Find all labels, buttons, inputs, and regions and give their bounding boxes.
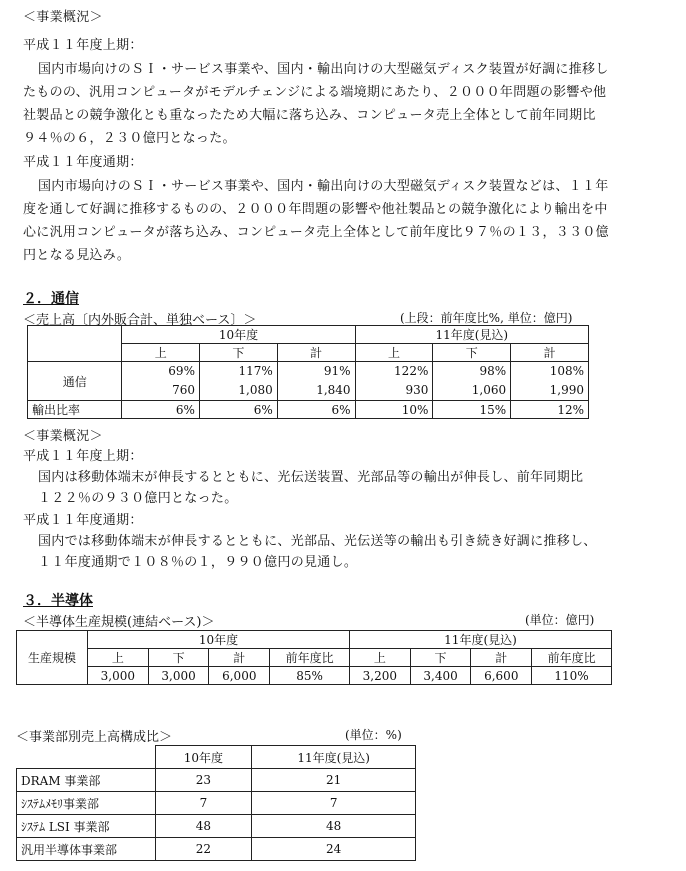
table-cell-empty (28, 326, 122, 344)
semi-production-table (16, 630, 612, 685)
col-label: 計 (471, 649, 532, 667)
col-label: 上 (88, 649, 149, 667)
cell-amt: 1,060 (471, 383, 507, 397)
table-cell-empty (17, 746, 156, 769)
table-caption-sales: ＜売上高〔内外販合計、単独ベース〕＞ (23, 313, 257, 328)
table-cell (433, 362, 511, 401)
table-unit-note: (単位：%) (345, 728, 402, 742)
table-cell: 3,400 (410, 667, 471, 685)
table-caption-production: ＜半導体生産規模(連結ベース)＞ (23, 615, 215, 630)
table-cell: 6,000 (209, 667, 270, 685)
table-cell: 3,200 (349, 667, 410, 685)
text-line: １１年度通期で１０８％の１，９９０億円の見通し。 (38, 555, 358, 570)
cell-amt: 930 (405, 383, 429, 397)
table-cell (199, 362, 277, 401)
row-label-production: 生産規模 (17, 631, 88, 685)
col-fy11: 11年度(見込) (355, 326, 588, 344)
row-label-division: 汎用半導体事業部 (17, 838, 156, 861)
col-half: 計 (277, 344, 355, 362)
table-cell: 6,600 (471, 667, 532, 685)
table-cell (122, 362, 200, 401)
cell-amt: 1,840 (316, 383, 351, 397)
table-cell (277, 362, 355, 401)
table-cell: 6% (199, 401, 277, 419)
table-cell: 10% (355, 401, 433, 419)
col-label: 前年度比 (532, 649, 612, 667)
table-cell: 85% (270, 667, 350, 685)
h1-label-1: 平成１１年度上期： (23, 38, 143, 53)
table-cell: 23 (155, 769, 252, 792)
overview-heading-2: ＜事業概況＞ (23, 429, 103, 444)
text-line: 度を通して好調に推移するものの、２０００年問題の影響や他社製品との競争激化により輸出を中 (23, 202, 608, 217)
text-line: 心に汎用コンピュータが落ち込み、コンピュータ売上全体として前年度比９７％の１３，３３０億 (23, 225, 609, 240)
table-cell: 21 (252, 769, 416, 792)
table-cell: 6% (122, 401, 200, 419)
col-label: 下 (148, 649, 209, 667)
col-fy10: 10年度 (122, 326, 355, 344)
text-line: 円となる見込み。 (23, 248, 131, 263)
section-heading-communications: ２．通信 (23, 291, 79, 307)
text-line: 社製品との競争激化とも重なったため大幅に落ち込み、コンピュータ売上全体として前年同期比 (23, 108, 596, 123)
cell-pct: 69% (168, 364, 195, 378)
h1-label-2: 平成１１年度上期： (23, 449, 143, 464)
text-line: 国内は移動体端末が伸長するとともに、光伝送装置、光部品等の輸出が伸長し、前年同期比 (38, 470, 584, 485)
table-cell-empty (28, 344, 122, 362)
comm-sales-table (27, 325, 589, 419)
row-label-export-ratio: 輸出比率 (28, 401, 122, 419)
table-cell: 7 (252, 792, 416, 815)
table-cell: 3,000 (88, 667, 149, 685)
text-line: ９４％の６，２３０億円となった。 (23, 131, 236, 146)
col-half: 計 (511, 344, 589, 362)
cell-pct: 122% (394, 364, 429, 378)
table-cell: 15% (433, 401, 511, 419)
col-half: 上 (355, 344, 433, 362)
table-cell: 3,000 (148, 667, 209, 685)
col-label: 上 (349, 649, 410, 667)
col-fy10: 10年度 (88, 631, 350, 649)
table-unit-note: (上段：前年度比%, 単位：億円) (400, 311, 573, 325)
table-cell (355, 362, 433, 401)
full-year-label-1: 平成１１年度通期： (23, 155, 143, 170)
table-cell: 110% (532, 667, 612, 685)
col-half: 下 (433, 344, 511, 362)
table-cell: 6% (277, 401, 355, 419)
col-half: 下 (199, 344, 277, 362)
text-line: 国内市場向けのＳＩ・サービス事業や、国内・輸出向けの大型磁気ディスク装置などは、１１年 (38, 179, 609, 194)
cell-amt: 1,080 (238, 383, 273, 397)
table-cell: 12% (511, 401, 589, 419)
col-fy10: 10年度 (155, 746, 252, 769)
row-label-comm: 通信 (28, 362, 122, 401)
col-label: 計 (209, 649, 270, 667)
cell-pct: 117% (238, 364, 273, 378)
overview-heading-1: ＜事業概況＞ (23, 10, 103, 25)
division-composition-table (16, 745, 416, 861)
row-label-division: ｼｽﾃﾑ LSI 事業部 (17, 815, 156, 838)
table-cell: 22 (155, 838, 252, 861)
text-line: 国内市場向けのＳＩ・サービス事業や、国内・輸出向けの大型磁気ディスク装置が好調に推移し (38, 62, 609, 77)
table-cell: 48 (252, 815, 416, 838)
table-cell (511, 362, 589, 401)
col-label: 前年度比 (270, 649, 350, 667)
table-unit-note: (単位：億円) (525, 613, 595, 627)
col-fy11: 11年度(見込) (349, 631, 611, 649)
cell-amt: 760 (172, 383, 195, 397)
row-label-division: DRAM 事業部 (17, 769, 156, 792)
cell-pct: 91% (323, 364, 351, 378)
col-label: 下 (410, 649, 471, 667)
cell-pct: 108% (549, 364, 584, 378)
text-line: １２２％の９３０億円となった。 (38, 491, 238, 506)
row-label-division: ｼｽﾃﾑﾒﾓﾘ事業部 (17, 792, 156, 815)
text-line: たものの、汎用コンピュータがモデルチェンジによる端境期にあたり、２０００年問題の影響や他 (23, 85, 607, 100)
section-heading-semiconductor: ３．半導体 (23, 593, 93, 609)
col-half: 上 (122, 344, 200, 362)
text-line: 国内では移動体端末が伸長するとともに、光部品、光伝送等の輸出も引き続き好調に推移し、 (38, 534, 597, 549)
table-cell: 7 (155, 792, 252, 815)
cell-pct: 98% (479, 364, 507, 378)
table-cell: 48 (155, 815, 252, 838)
col-fy11: 11年度(見込) (252, 746, 416, 769)
cell-amt: 1,990 (549, 383, 584, 397)
table-caption-composition: ＜事業部別売上高構成比＞ (16, 730, 173, 745)
table-cell: 24 (252, 838, 416, 861)
full-year-label-2: 平成１１年度通期： (23, 513, 143, 528)
